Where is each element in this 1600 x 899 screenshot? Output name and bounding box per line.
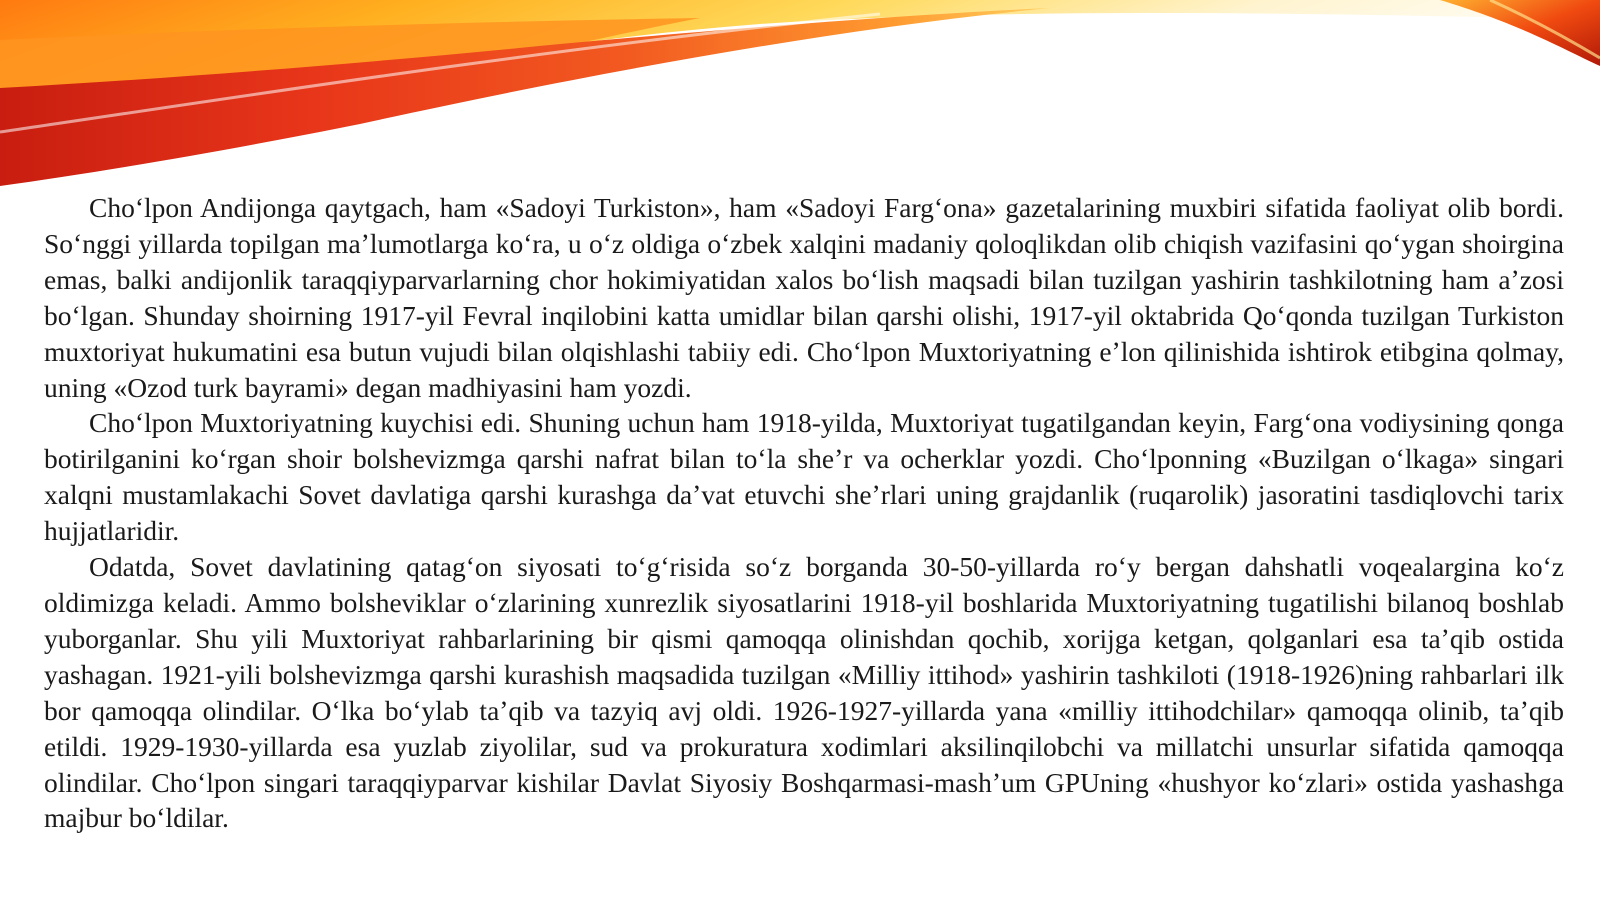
paragraph-1: Choʻlpon Andijonga qaytgach, ham «Sadoyi Turkiston», ham «Sadoyi Fargʻona» gazetalarining muxbiri sifatida faoliyat olib bordi. Soʻnggi yillarda topilgan maʼlumotlarga koʻra, u oʻz oldiga oʻzbek xalqini madaniy qoloqlikdan olib chiqish vazifasini qoʻygan shoirgina emas, balki andijonlik taraqqiyparvarlarning chor hokimiyatidan xalos boʻlish maqsadi bilan tuzilgan yashirin tashkilotning ham aʼzosi boʻlgan. Shunday shoirning 1917-yil Fevral inqilobini katta umidlar bilan qarshi olishi, 1917-yil oktabrida Qoʻqonda tuzilgan Turkiston muxtoriyat hukumatini esa butun vujudi bilan olqishlashi tabiiy edi. Choʻlpon Muxtoriyatning eʼlon qilinishida ishtirok etibgina qolmay, uning «Ozod turk bayrami» degan madhiyasini ham yozdi. — [44, 192, 1564, 403]
paragraph-2: Choʻlpon Muxtoriyatning kuychisi edi. Shuning uchun ham 1918-yilda, Muxtoriyat tugatilgandan keyin, Fargʻona vodiysining qonga botirilganini koʻrgan shoir bolshevizmga qarshi nafrat bilan toʻla sheʼr va ocherklar yozdi. Choʻlponning «Buzilgan oʻlkaga» singari xalqni mustamlakachi Sovet davlatiga qarshi kurashga daʼvat etuvchi sheʼrlari uning grajdanlik (ruqarolik) jasoratini tasdiqlovchi tarix hujjatlaridir. — [44, 407, 1564, 547]
decorative-wave-banner — [0, 0, 1600, 200]
paragraph-3: Odatda, Sovet davlatining qatagʻon siyosati toʻgʻrisida soʻz borganda 30-50-yillarda roʻy bergan dahshatli voqealargina koʻz oldimizga keladi. Ammo bolsheviklar oʻzlarining xunrezlik siyosatlarini 1918-yil boshlarida Muxtoriyatning tugatilishi bilanoq boshlab yuborganlar. Shu yili Muxtoriyat rahbarlarining bir qismi qamoqqa olinishdan qochib, xorijga ketgan, qolganlari esa taʼqib ostida yashagan. 1921-yili bolshevizmga qarshi kurashish maqsadida tuzilgan «Milliy ittihod» yashirin tashkiloti (1918-1926)ning rahbarlari ilk bor qamoqqa olindilar. Oʻlka boʻylab taʼqib va tazyiq avj oldi. 1926-1927-yillarda yana «milliy ittihodchilar» qamoqqa olinib, taʼqib etildi. 1929-1930-yillarda esa yuzlab ziyolilar, sud va prokuratura xodimlari aksilinqilobchi va millatchi unsurlar sifatida qamoqqa olindilar. Choʻlpon singari taraqqiyparvar kishilar Davlat Siyosiy Boshqarmasi-mashʼum GPUning «hushyor koʻzlari» ostida yashashga majbur boʻldilar. — [44, 551, 1564, 834]
body-text — [44, 190, 1564, 836]
